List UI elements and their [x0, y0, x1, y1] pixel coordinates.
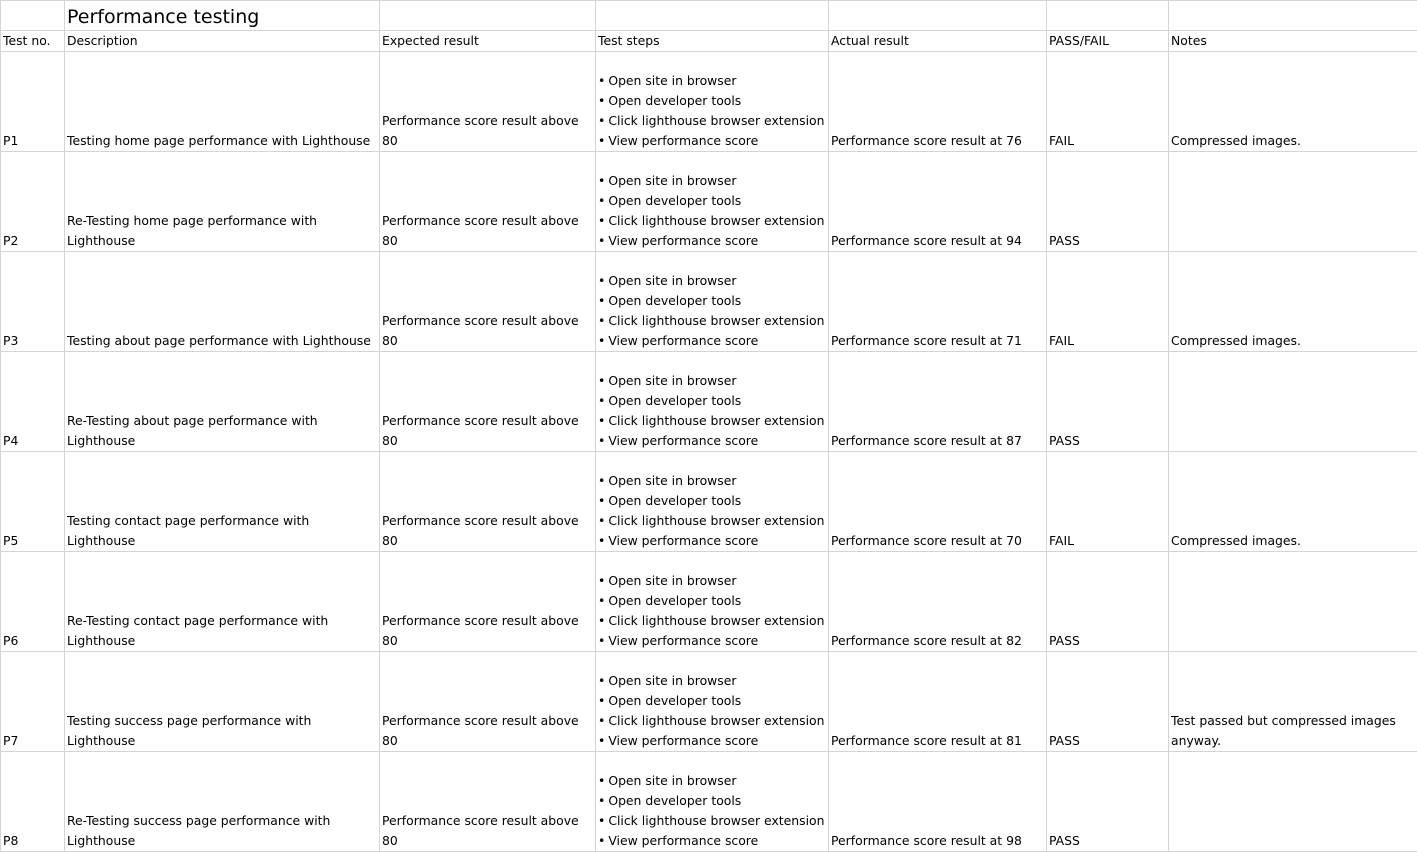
cell-test-steps[interactable] — [596, 452, 829, 552]
cell-actual-result[interactable]: Performance score result at 81 — [829, 652, 1047, 752]
cell-pass-fail[interactable]: PASS — [1047, 652, 1169, 752]
header-test-steps[interactable]: Test steps — [596, 31, 829, 52]
test-steps-list — [598, 571, 826, 651]
cell-test-steps[interactable] — [596, 152, 829, 252]
cell-test-steps[interactable] — [596, 352, 829, 452]
cell-actual-result[interactable]: Performance score result at 94 — [829, 152, 1047, 252]
cell-d1[interactable] — [596, 1, 829, 31]
test-step-item: • Click lighthouse browser extension — [598, 511, 826, 531]
table-row — [1, 52, 1417, 152]
cell-test-steps[interactable] — [596, 652, 829, 752]
cell-actual-result[interactable]: Performance score result at 70 — [829, 452, 1047, 552]
cell-actual-result[interactable]: Performance score result at 98 — [829, 752, 1047, 852]
cell-notes[interactable] — [1169, 752, 1417, 852]
cell-expected-result[interactable]: Performance score result above 80 — [380, 352, 596, 452]
test-step-item: • View performance score — [598, 631, 826, 651]
test-step-item: • Open site in browser — [598, 771, 826, 791]
test-steps-list — [598, 171, 826, 251]
cell-expected-result[interactable]: Performance score result above 80 — [380, 452, 596, 552]
cell-test-no[interactable]: P8 — [1, 752, 65, 852]
cell-actual-result[interactable]: Performance score result at 71 — [829, 252, 1047, 352]
test-step-item: • View performance score — [598, 531, 826, 551]
cell-test-no[interactable]: P5 — [1, 452, 65, 552]
table-row — [1, 652, 1417, 752]
test-step-item: • Open developer tools — [598, 691, 826, 711]
cell-description[interactable]: Re-Testing about page performance with Lighthouse — [65, 352, 380, 452]
cell-pass-fail[interactable]: PASS — [1047, 152, 1169, 252]
cell-notes[interactable]: Compressed images. — [1169, 452, 1417, 552]
test-step-item: • Click lighthouse browser extension — [598, 711, 826, 731]
test-step-item: • Open site in browser — [598, 671, 826, 691]
cell-test-steps[interactable] — [596, 52, 829, 152]
header-actual-result[interactable]: Actual result — [829, 31, 1047, 52]
test-step-item: • Click lighthouse browser extension — [598, 611, 826, 631]
test-step-item: • Click lighthouse browser extension — [598, 311, 826, 331]
table-row — [1, 152, 1417, 252]
cell-expected-result[interactable]: Performance score result above 80 — [380, 752, 596, 852]
cell-f1[interactable] — [1047, 1, 1169, 31]
cell-test-steps[interactable] — [596, 252, 829, 352]
header-row — [1, 31, 1417, 52]
table-row — [1, 252, 1417, 352]
cell-actual-result[interactable]: Performance score result at 87 — [829, 352, 1047, 452]
test-step-item: • View performance score — [598, 831, 826, 851]
test-steps-list — [598, 71, 826, 151]
test-steps-list — [598, 271, 826, 351]
test-step-item: • View performance score — [598, 731, 826, 751]
header-pass-fail[interactable]: PASS/FAIL — [1047, 31, 1169, 52]
cell-test-no[interactable]: P6 — [1, 552, 65, 652]
cell-test-no[interactable]: P2 — [1, 152, 65, 252]
table-row — [1, 552, 1417, 652]
cell-description[interactable]: Re-Testing home page performance with Lighthouse — [65, 152, 380, 252]
test-step-item: • Open developer tools — [598, 491, 826, 511]
test-step-item: • View performance score — [598, 331, 826, 351]
cell-description[interactable]: Testing contact page performance with Lighthouse — [65, 452, 380, 552]
cell-test-steps[interactable] — [596, 752, 829, 852]
test-step-item: • Open site in browser — [598, 371, 826, 391]
header-notes[interactable]: Notes — [1169, 31, 1417, 52]
test-step-item: • Open site in browser — [598, 71, 826, 91]
cell-description[interactable]: Re-Testing success page performance with Lighthouse — [65, 752, 380, 852]
cell-notes[interactable] — [1169, 352, 1417, 452]
test-step-item: • Open developer tools — [598, 191, 826, 211]
cell-actual-result[interactable]: Performance score result at 76 — [829, 52, 1047, 152]
cell-test-no[interactable]: P7 — [1, 652, 65, 752]
header-description[interactable]: Description — [65, 31, 380, 52]
table-row — [1, 752, 1417, 852]
cell-test-no[interactable]: P4 — [1, 352, 65, 452]
test-step-item: • View performance score — [598, 431, 826, 451]
cell-pass-fail[interactable]: PASS — [1047, 752, 1169, 852]
test-steps-list — [598, 771, 826, 851]
test-step-item: • Open developer tools — [598, 91, 826, 111]
test-steps-list — [598, 671, 826, 751]
cell-notes[interactable]: Compressed images. — [1169, 52, 1417, 152]
test-step-item: • Click lighthouse browser extension — [598, 811, 826, 831]
test-step-item: • Open site in browser — [598, 171, 826, 191]
cell-pass-fail[interactable]: FAIL — [1047, 252, 1169, 352]
cell-notes[interactable]: Test passed but compressed images anyway. — [1169, 652, 1417, 752]
test-step-item: • View performance score — [598, 231, 826, 251]
cell-test-steps[interactable] — [596, 552, 829, 652]
cell-notes[interactable]: Compressed images. — [1169, 252, 1417, 352]
cell-actual-result[interactable]: Performance score result at 82 — [829, 552, 1047, 652]
cell-g1[interactable] — [1169, 1, 1417, 31]
test-step-item: • Open site in browser — [598, 471, 826, 491]
sheet-title[interactable]: Performance testing — [65, 1, 380, 31]
cell-description[interactable]: Testing home page performance with Lighthouse — [65, 52, 380, 152]
cell-description[interactable]: Testing about page performance with Lighthouse — [65, 252, 380, 352]
test-step-item: • View performance score — [598, 131, 826, 151]
cell-test-no[interactable]: P1 — [1, 52, 65, 152]
cell-a1[interactable] — [1, 1, 65, 31]
header-expected-result[interactable]: Expected result — [380, 31, 596, 52]
test-step-item: • Open developer tools — [598, 391, 826, 411]
test-step-item: • Open developer tools — [598, 291, 826, 311]
cell-expected-result[interactable]: Performance score result above 80 — [380, 552, 596, 652]
cell-expected-result[interactable]: Performance score result above 80 — [380, 52, 596, 152]
cell-notes[interactable] — [1169, 552, 1417, 652]
test-step-item: • Click lighthouse browser extension — [598, 111, 826, 131]
test-step-item: • Click lighthouse browser extension — [598, 411, 826, 431]
test-step-item: • Open developer tools — [598, 591, 826, 611]
test-step-item: • Open site in browser — [598, 271, 826, 291]
cell-test-no[interactable]: P3 — [1, 252, 65, 352]
cell-e1[interactable] — [829, 1, 1047, 31]
cell-pass-fail[interactable]: PASS — [1047, 352, 1169, 452]
cell-pass-fail[interactable]: FAIL — [1047, 452, 1169, 552]
test-steps-list — [598, 471, 826, 551]
test-steps-list — [598, 371, 826, 451]
cell-c1[interactable] — [380, 1, 596, 31]
title-row — [1, 1, 1417, 31]
table-row — [1, 352, 1417, 452]
test-step-item: • Open site in browser — [598, 571, 826, 591]
cell-notes[interactable] — [1169, 152, 1417, 252]
cell-expected-result[interactable]: Performance score result above 80 — [380, 152, 596, 252]
cell-expected-result[interactable]: Performance score result above 80 — [380, 252, 596, 352]
header-test-no[interactable]: Test no. — [1, 31, 65, 52]
cell-pass-fail[interactable]: FAIL — [1047, 52, 1169, 152]
cell-pass-fail[interactable]: PASS — [1047, 552, 1169, 652]
table-row — [1, 452, 1417, 552]
test-step-item: • Click lighthouse browser extension — [598, 211, 826, 231]
cell-expected-result[interactable]: Performance score result above 80 — [380, 652, 596, 752]
cell-description[interactable]: Testing success page performance with Lighthouse — [65, 652, 380, 752]
cell-description[interactable]: Re-Testing contact page performance with Lighthouse — [65, 552, 380, 652]
test-step-item: • Open developer tools — [598, 791, 826, 811]
